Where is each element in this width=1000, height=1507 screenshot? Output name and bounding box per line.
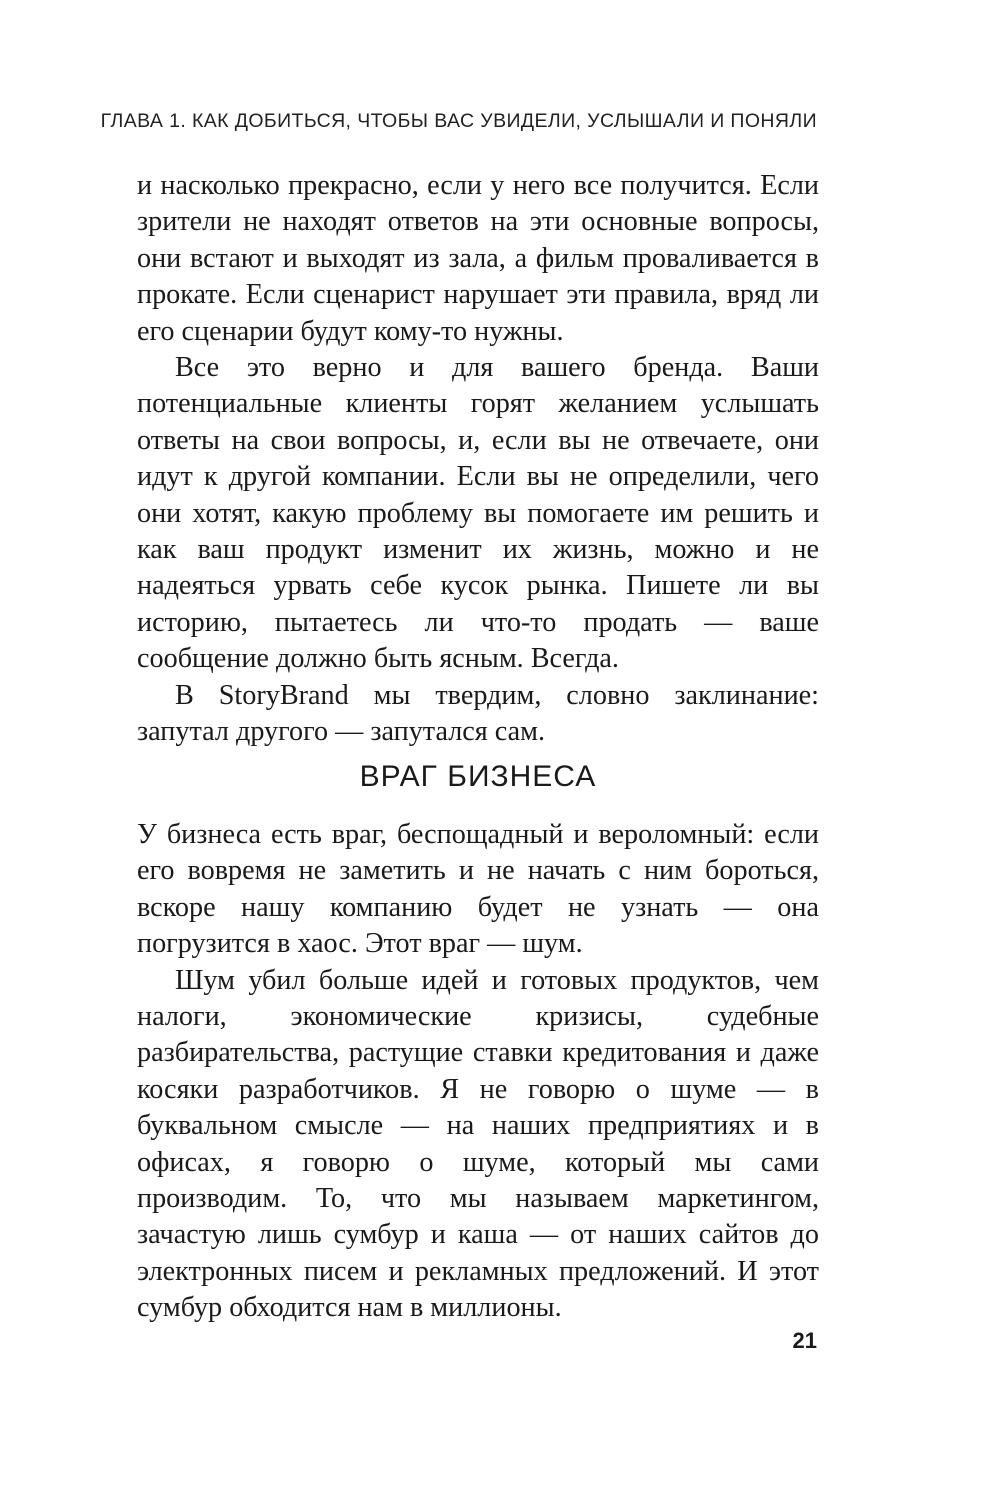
paragraph: В StoryBrand мы твердим, словно заклинание: запутал другого — запутался сам. [137,679,819,748]
paragraph: Все это верно и для вашего бренда. Ваши потенциальные клиенты горят желанием услышать ответы на свои вопросы, и, если вы не отвечаете, они идут к другой компании. Если вы не определили, чего они хотят, какую проблему вы помогаете им решить и как ваш продукт изменит их жизнь, можно и не надеяться урвать себе кусок рынка. Пишете ли вы историю, пытаетесь ли что-то продать — ваше сообщение должно быть ясным. Всегда. [137,352,819,675]
page-number: 21 [792,1328,817,1353]
text-block-top [137,168,819,751]
section-heading: ВРАГ БИЗНЕСА [359,760,597,793]
paragraph: У бизнеса есть враг, беспощадный и вероломный: если его вовремя не заметить и не начать с ним бороться, вскоре нашу компанию будет не узнать — она погрузится в хаос. Этот враг — шум. [137,819,819,960]
paragraph: и насколько прекрасно, если у него все получится. Если зрители не находят ответов на эти основные вопросы, они встают и выходят из зала, а фильм проваливается в прокате. Если сценарист нарушает эти правила, вряд ли его сценарии будут кому-то нужны. [137,170,819,347]
paragraph: Шум убил больше идей и готовых продуктов, чем налоги, экономические кризисы, судебные разбирательства, растущие ставки кредитования и даже косяки разработчиков. Я не говорю о шуме — в буквальном смысле — на наших предприятиях и в офисах, я говорю о шуме, который мы сами производим. То, что мы называем маркетингом, зачастую лишь сумбур и каша — от наших сайтов до электронных писем и рекламных предложений. И этот сумбур обходится нам в миллионы. [137,964,819,1324]
text-block-bottom [137,817,819,1327]
running-head: ГЛАВА 1. КАК ДОБИТЬСЯ, ЧТОБЫ ВАС УВИДЕЛИ, УСЛЫШАЛИ И ПОНЯЛИ [100,110,817,132]
